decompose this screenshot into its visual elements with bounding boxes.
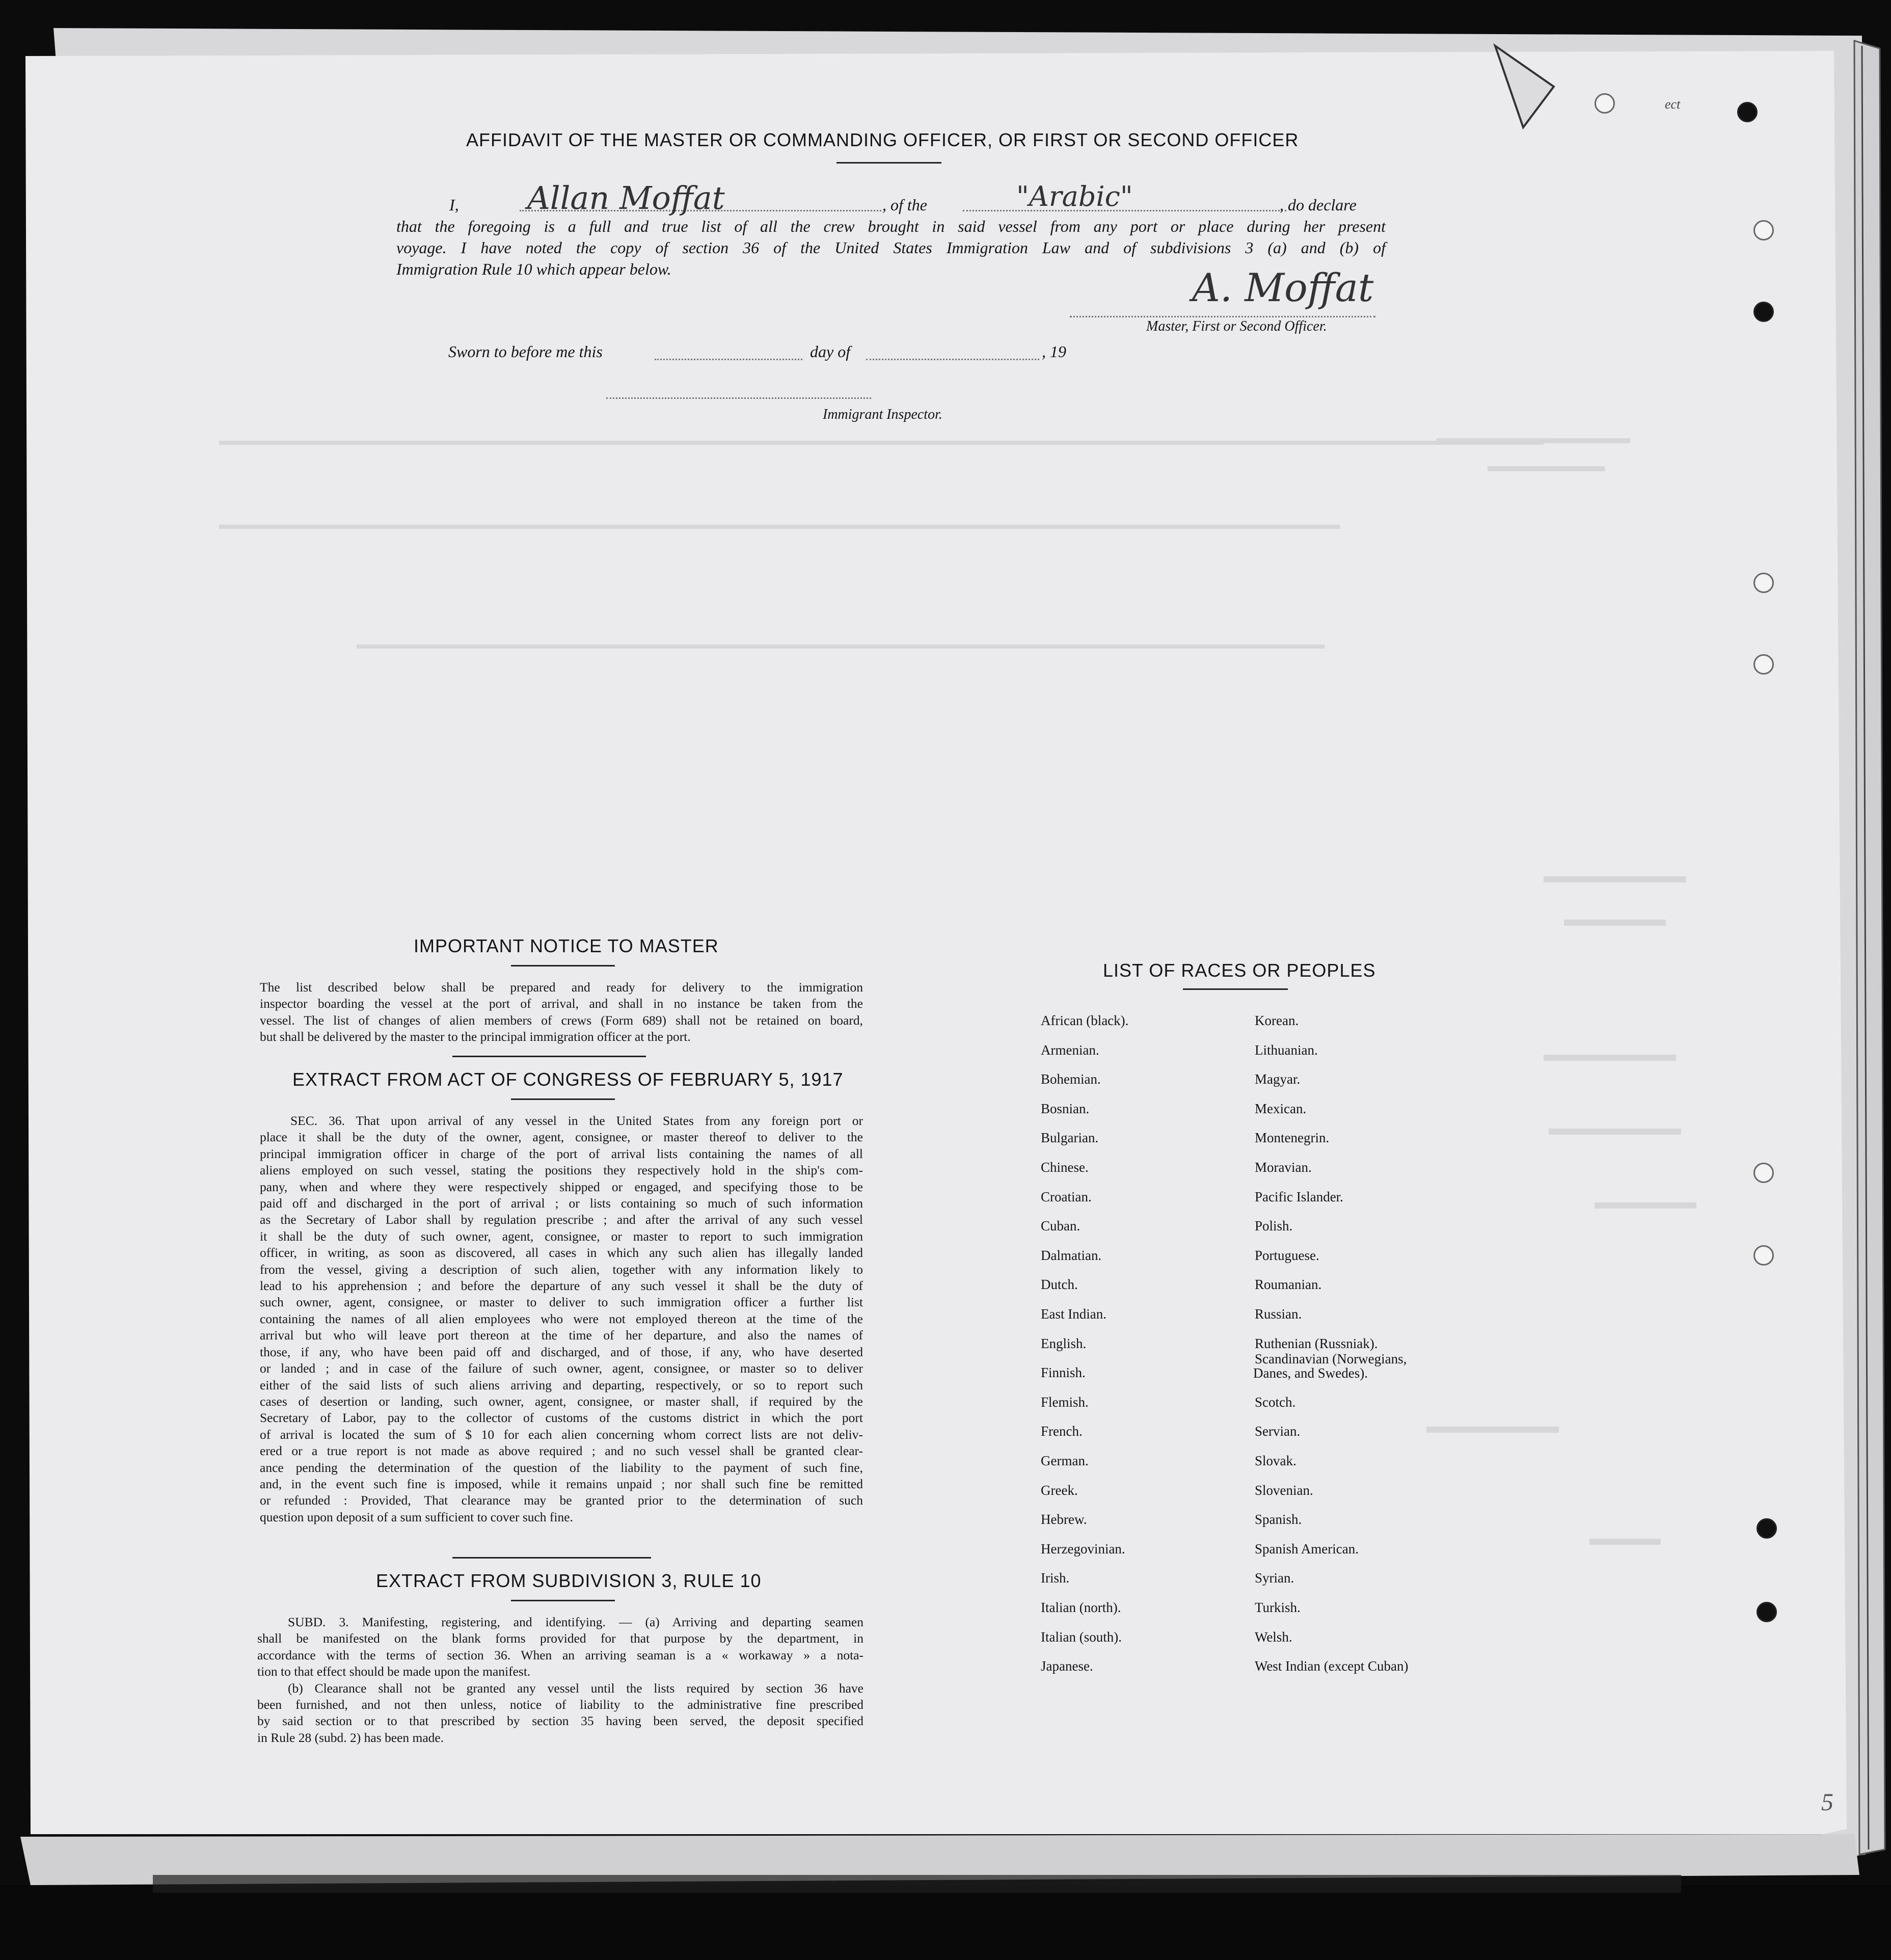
race-item: Scotch. bbox=[1255, 1394, 1296, 1410]
race-item: Finnish. bbox=[1041, 1365, 1086, 1381]
race-item: Magyar. bbox=[1255, 1071, 1301, 1087]
race-item: Irish. bbox=[1041, 1570, 1070, 1586]
notice-line: vessel. The list of changes of alien members of crews (Form 689) shall not be retained on board, bbox=[260, 1012, 863, 1028]
race-item: Cuban. bbox=[1041, 1218, 1080, 1234]
race-item: Armenian. bbox=[1041, 1042, 1099, 1058]
act-line: lead to his apprehension ; and before the departure of any such vessel it shall be the duty of bbox=[260, 1278, 863, 1294]
rule-line: (b) Clearance shall not be granted any vessel until the lists required by section 36 have bbox=[288, 1680, 863, 1696]
backing-sheet-right-edge bbox=[1854, 41, 1885, 1855]
section-divider bbox=[452, 1056, 646, 1057]
races-title: LIST OF RACES OR PEOPLES bbox=[1103, 960, 1376, 981]
notice-title-rule bbox=[511, 965, 615, 966]
race-item: Lithuanian. bbox=[1255, 1042, 1318, 1058]
act-line: such owner, agent, consignee, or master to deliver to such immigration officer a further list bbox=[260, 1295, 863, 1310]
declare-suffix: , do declare bbox=[1280, 196, 1357, 214]
race-item: Montenegrin. bbox=[1255, 1130, 1330, 1146]
race-item: Slovak. bbox=[1255, 1453, 1296, 1468]
sworn-month-line bbox=[866, 359, 1039, 360]
race-item: Danes, and Swedes). bbox=[1253, 1365, 1368, 1381]
rule-extract-title-rule bbox=[511, 1600, 615, 1601]
inspector-caption: Immigrant Inspector. bbox=[823, 407, 942, 422]
rule-extract-text bbox=[257, 1614, 863, 1746]
signature-line bbox=[1070, 316, 1375, 317]
notice-line: inspector boarding the vessel at the port of arrival, and shall in no instance be taken from the bbox=[260, 996, 863, 1011]
race-item: Hebrew. bbox=[1041, 1512, 1087, 1527]
notice-title: IMPORTANT NOTICE TO MASTER bbox=[414, 935, 719, 956]
race-item: Japanese. bbox=[1041, 1658, 1093, 1674]
race-item: Polish. bbox=[1255, 1218, 1293, 1234]
punch-hole-top-1 bbox=[1595, 93, 1615, 114]
act-line: Secretary of Labor, pay to the collector of customs of the customs district in which the port bbox=[260, 1410, 863, 1426]
race-item: Bohemian. bbox=[1041, 1071, 1101, 1087]
act-line: as the Secretary of Labor shall by regulation prescribe ; and after the arrival of any such vessel bbox=[260, 1212, 863, 1227]
vessel-name: "Arabic" bbox=[1016, 180, 1133, 212]
race-item: East Indian. bbox=[1041, 1306, 1106, 1322]
act-line: aliens employed on such vessel, stating the positions they respectively hold in the ship's com- bbox=[260, 1163, 863, 1178]
punch-hole-4 bbox=[1753, 654, 1774, 675]
rule-line: been furnished, and not then unless, notice of liability to the administrative fine prescribed bbox=[257, 1697, 863, 1712]
race-item: Korean. bbox=[1255, 1013, 1299, 1028]
race-item: Ruthenian (Russniak). bbox=[1255, 1335, 1378, 1351]
punch-hole-7 bbox=[1757, 1518, 1777, 1539]
punch-hole-2 bbox=[1753, 302, 1774, 322]
punch-hole-top-2 bbox=[1737, 102, 1758, 122]
punch-hole-5 bbox=[1753, 1163, 1774, 1183]
act-line: arrival but who will leave port thereon at the time of her departure, and also the names of bbox=[260, 1328, 863, 1343]
sworn-prefix: Sworn to before me this bbox=[448, 342, 603, 361]
race-item: Roumanian. bbox=[1255, 1277, 1322, 1293]
sworn-day-line bbox=[655, 359, 802, 360]
race-item: Scandinavian (Norwegians, bbox=[1255, 1351, 1407, 1366]
race-item: Portuguese. bbox=[1255, 1247, 1319, 1263]
race-item: Bosnian. bbox=[1041, 1100, 1090, 1116]
race-item: Syrian. bbox=[1255, 1570, 1294, 1586]
race-item: English. bbox=[1041, 1335, 1087, 1351]
master-signature: A. Moffat bbox=[1192, 265, 1374, 310]
rule-line: tion to that effect should be made upon the manifest. bbox=[257, 1664, 531, 1679]
race-item: Turkish. bbox=[1255, 1600, 1301, 1615]
race-item: German. bbox=[1041, 1453, 1089, 1468]
affidavit-title: AFFIDAVIT OF THE MASTER OR COMMANDING OFFICER, OR FIRST OR SECOND OFFICER bbox=[466, 129, 1299, 150]
rule-line: in Rule 28 (subd. 2) has been made. bbox=[257, 1730, 444, 1745]
race-item: Slovenian. bbox=[1255, 1482, 1313, 1498]
race-item: West Indian (except Cuban) bbox=[1255, 1658, 1409, 1674]
race-item: Servian. bbox=[1255, 1424, 1301, 1439]
rule-line: SUBD. 3. Manifesting, registering, and identifying. — (a) Arriving and departing seamen bbox=[288, 1615, 863, 1629]
section-divider bbox=[452, 1557, 651, 1559]
race-item: Mexican. bbox=[1255, 1100, 1307, 1116]
race-item: French. bbox=[1041, 1424, 1083, 1439]
race-item: Italian (south). bbox=[1041, 1629, 1122, 1645]
affidavit-body-line-1: that the foregoing is a full and true list of all the crew brought in said vessel from any port or place during her present bbox=[396, 217, 1386, 235]
race-item: Bulgarian. bbox=[1041, 1130, 1099, 1146]
act-line: of arrival is located the sum of $ 10 for each alien concerning whom correct lists are not deliv- bbox=[260, 1427, 863, 1442]
race-item: Chinese. bbox=[1041, 1160, 1089, 1175]
act-line: those, if any, who have been paid off and discharged, and of those, if any, who have deserted bbox=[260, 1344, 863, 1359]
act-line: or landed ; and in case of the failure of such owner, agent, consignee, or master so to deliver bbox=[260, 1361, 863, 1376]
punch-hole-3 bbox=[1753, 573, 1774, 593]
of-the-label: , of the bbox=[882, 196, 927, 214]
act-line: pany, when and where they were respectively shipped or engaged, and specifying those to be bbox=[260, 1179, 863, 1194]
race-item: Moravian. bbox=[1255, 1160, 1312, 1175]
races-title-rule bbox=[1183, 988, 1288, 990]
act-extract-title-rule bbox=[511, 1098, 615, 1100]
act-line: containing the names of all alien employees who were not employed thereon at the time of the bbox=[260, 1311, 863, 1326]
rule-line: by said section or to that prescribed by section 35 having been served, the deposit specified bbox=[257, 1713, 863, 1729]
main-paper bbox=[25, 51, 1847, 1834]
punch-hole-6 bbox=[1753, 1245, 1774, 1266]
race-item: Russian. bbox=[1255, 1306, 1302, 1322]
act-line: it shall be the duty of such owner, agent, consignee, or master to report to such immigration bbox=[260, 1228, 863, 1244]
act-line: paid off and discharged in the port of arrival ; or lists containing so much of such information bbox=[260, 1196, 863, 1211]
rule-extract-title: EXTRACT FROM SUBDIVISION 3, RULE 10 bbox=[376, 1570, 762, 1591]
affidavit-title-rule bbox=[836, 162, 941, 164]
race-item: Dutch. bbox=[1041, 1277, 1078, 1293]
affidavit-prefix: I, bbox=[449, 196, 459, 214]
act-line: and, in the event such fine is imposed, while it remains unpaid ; nor shall such fine be remitted bbox=[260, 1476, 863, 1491]
notice-line: but shall be delivered by the master to the principal immigration officer at the port. bbox=[260, 1029, 691, 1044]
rule-line: accordance with the terms of section 36. When an arriving seaman is a « workaway » a nota- bbox=[257, 1647, 863, 1662]
race-item: Italian (north). bbox=[1041, 1600, 1121, 1615]
act-line: ance pending the determination of the question of the liability to the payment of such fine, bbox=[260, 1460, 863, 1475]
master-name: Allan Moffat bbox=[527, 179, 725, 217]
punch-hole-1 bbox=[1753, 220, 1774, 240]
act-line: principal immigration officer in charge of the port of arrival lists containing the names of all bbox=[260, 1146, 863, 1161]
race-item: Dalmatian. bbox=[1041, 1247, 1102, 1263]
margin-mark-bottom: 5 bbox=[1821, 1789, 1833, 1816]
notice-text bbox=[260, 979, 863, 1045]
race-item: Croatian. bbox=[1041, 1189, 1092, 1204]
margin-mark-top: ect bbox=[1665, 97, 1681, 112]
sworn-year: , 19 bbox=[1042, 342, 1066, 361]
act-line: either of the said lists of such aliens arriving and departing, respectively, or so to report such bbox=[260, 1377, 863, 1392]
act-line: question upon deposit of a sum sufficient to cover such fine. bbox=[260, 1509, 573, 1524]
act-line: ered or a true report is not made as above required ; and no such vessel shall be granted clear- bbox=[260, 1443, 863, 1459]
act-line: from the vessel, giving a description of such alien, together with any information likely to bbox=[260, 1261, 863, 1277]
affidavit-body-line-2: voyage. I have noted the copy of section 36 of the United States Immigration Law and of subdivisions 3 (a) and (b) of bbox=[396, 238, 1386, 257]
punch-hole-8 bbox=[1757, 1602, 1777, 1622]
act-line: SEC. 36. That upon arrival of any vessel in the United States from any foreign port or bbox=[290, 1113, 863, 1128]
race-item: African (black). bbox=[1041, 1013, 1129, 1028]
act-line: or refunded : Provided, That clearance may be granted prior to the determination of such bbox=[260, 1493, 863, 1508]
act-line: officer, in writing, as soon as discovered, all cases in which any such alien has illegally landed bbox=[260, 1245, 863, 1260]
race-item: Pacific Islander. bbox=[1255, 1189, 1343, 1204]
race-item: Spanish American. bbox=[1255, 1541, 1359, 1556]
race-item: Spanish. bbox=[1255, 1512, 1302, 1527]
sworn-day-of: day of bbox=[810, 342, 851, 361]
affidavit-body-line-3: Immigration Rule 10 which appear below. bbox=[396, 260, 671, 278]
act-extract-title: EXTRACT FROM ACT OF CONGRESS OF FEBRUARY 5, 1917 bbox=[292, 1069, 844, 1090]
race-item: Greek. bbox=[1041, 1482, 1078, 1498]
race-item: Welsh. bbox=[1255, 1629, 1292, 1645]
rule-line: shall be manifested on the blank forms provided for that purpose by the department, in bbox=[257, 1631, 863, 1646]
inspector-signature-line bbox=[606, 397, 871, 399]
race-item: Flemish. bbox=[1041, 1394, 1089, 1410]
race-item: Herzegovinian. bbox=[1041, 1541, 1125, 1556]
signature-caption: Master, First or Second Officer. bbox=[1146, 318, 1327, 334]
act-extract-text bbox=[260, 1113, 863, 1525]
act-line: cases of desertion or landing, such owner, agent, consignee, or master shall, if required by the bbox=[260, 1393, 863, 1409]
notice-line: The list described below shall be prepared and ready for delivery to the immigration bbox=[260, 980, 863, 995]
act-line: place it shall be the duty of the owner, agent, consignee, or master thereof to deliver to the bbox=[260, 1130, 863, 1145]
